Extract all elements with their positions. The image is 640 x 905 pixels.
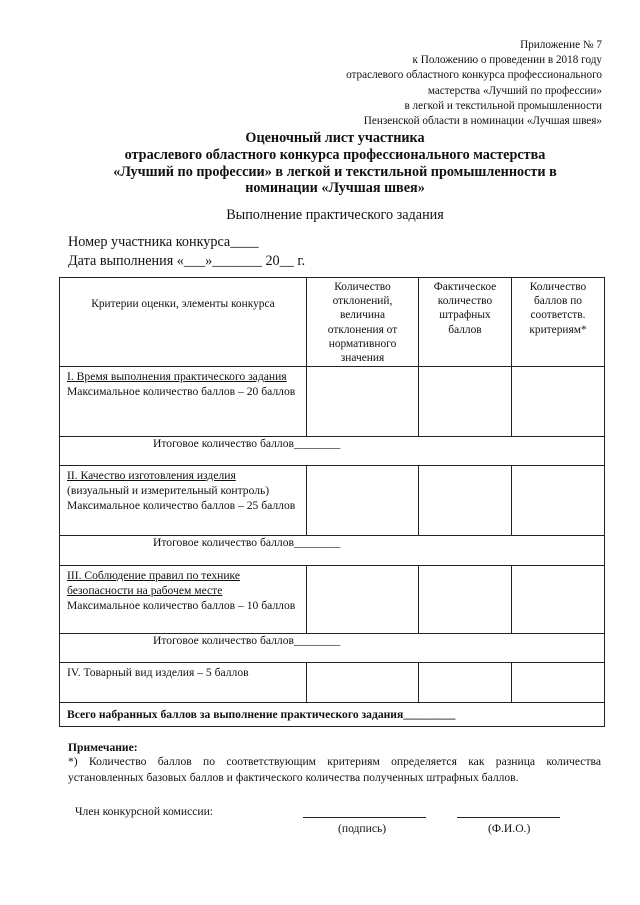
criterion-title: II. Качество изготовления изделия xyxy=(67,469,236,482)
subtotal-text: Итоговое количество баллов________ xyxy=(60,437,605,466)
note-text: *) Количество баллов по соответствующим критериям определяется как разница количества установленных базовых баллов и фактического количества полученных штрафных баллов. xyxy=(68,755,601,784)
criterion-title: IV. Товарный вид изделия – 5 баллов xyxy=(67,666,249,679)
input-cell[interactable] xyxy=(419,466,512,536)
criterion-title: I. Время выполнения практического задания xyxy=(67,370,287,383)
appendix-line: к Положению о проведении в 2018 году xyxy=(412,54,602,67)
appendix-line: Пензенской области в номинации «Лучшая швея» xyxy=(363,115,602,128)
criterion-cell xyxy=(60,566,307,634)
criterion-cell xyxy=(60,367,307,437)
title-line: «Лучший по профессии» в легкой и текстильной промышленности в xyxy=(113,163,557,180)
input-cell[interactable] xyxy=(419,566,512,634)
appendix-line: Приложение № 7 xyxy=(520,39,602,51)
input-cell[interactable] xyxy=(307,663,419,703)
name-line[interactable] xyxy=(457,817,560,818)
header-criteria: Критерии оценки, элементы конкурса xyxy=(60,278,307,367)
evaluation-table xyxy=(59,277,605,727)
input-cell[interactable] xyxy=(307,566,419,634)
signature-line[interactable] xyxy=(303,817,426,818)
document-title xyxy=(40,130,630,197)
subtotal-text: Итоговое количество баллов________ xyxy=(60,634,605,663)
input-cell[interactable] xyxy=(307,367,419,437)
note-block xyxy=(68,741,601,786)
input-cell[interactable] xyxy=(512,367,605,437)
input-cell[interactable] xyxy=(307,466,419,536)
criterion-cell xyxy=(60,663,307,703)
commission-member-label: Член конкурсной комиссии: xyxy=(75,805,214,818)
header-criteria-points: Количество баллов по соответств. критериям* xyxy=(512,278,605,367)
criterion-title: III. Соблюдение правил по технике безопасности на рабочем месте xyxy=(67,569,241,597)
input-cell[interactable] xyxy=(512,566,605,634)
criterion-description: (визуальный и измерительный контроль) xyxy=(67,484,270,497)
criterion-max-points: Максимальное количество баллов – 20 баллов xyxy=(67,385,296,398)
subtotal-row xyxy=(60,536,605,566)
title-line: отраслевого областного конкурса профессионального мастерства xyxy=(124,146,546,163)
title-line: номинации «Лучшая швея» xyxy=(245,180,425,197)
table-row xyxy=(60,663,605,703)
input-cell[interactable] xyxy=(512,466,605,536)
table-header-row xyxy=(60,278,605,367)
appendix-block xyxy=(272,38,602,129)
subtotal-row xyxy=(60,634,605,663)
table-row xyxy=(60,466,605,536)
subtotal-text: Итоговое количество баллов________ xyxy=(60,536,605,566)
date-field: Дата выполнения «___»_______ 20__ г. xyxy=(68,253,306,269)
total-row xyxy=(60,703,605,727)
criterion-max-points: Максимальное количество баллов – 25 баллов xyxy=(67,499,296,512)
subtotal-row xyxy=(60,437,605,466)
header-penalty-points: Фактическое количество штрафных баллов xyxy=(419,278,512,367)
input-cell[interactable] xyxy=(512,663,605,703)
criterion-cell xyxy=(60,466,307,536)
appendix-line: отраслевого областного конкурса профессионального xyxy=(346,69,602,82)
name-caption: (Ф.И.О.) xyxy=(488,822,531,835)
document-subtitle: Выполнение практического задания xyxy=(226,207,444,223)
signature-caption: (подпись) xyxy=(338,822,387,835)
input-cell[interactable] xyxy=(419,663,512,703)
appendix-line: мастерства «Лучший по профессии» xyxy=(427,84,602,97)
title-line: Оценочный лист участника xyxy=(245,130,425,146)
criterion-max-points: Максимальное количество баллов – 10 баллов xyxy=(67,599,296,612)
participant-number-field: Номер участника конкурса____ xyxy=(68,234,259,250)
note-title: Примечание: xyxy=(68,741,138,754)
table-row xyxy=(60,367,605,437)
input-cell[interactable] xyxy=(419,367,512,437)
total-text: Всего набранных баллов за выполнение практического задания_________ xyxy=(60,703,605,727)
appendix-line: в легкой и текстильной промышленности xyxy=(404,99,602,112)
table-row xyxy=(60,566,605,634)
header-deviations: Количество отклонений, величина отклонения от нормативного значения xyxy=(307,278,419,367)
